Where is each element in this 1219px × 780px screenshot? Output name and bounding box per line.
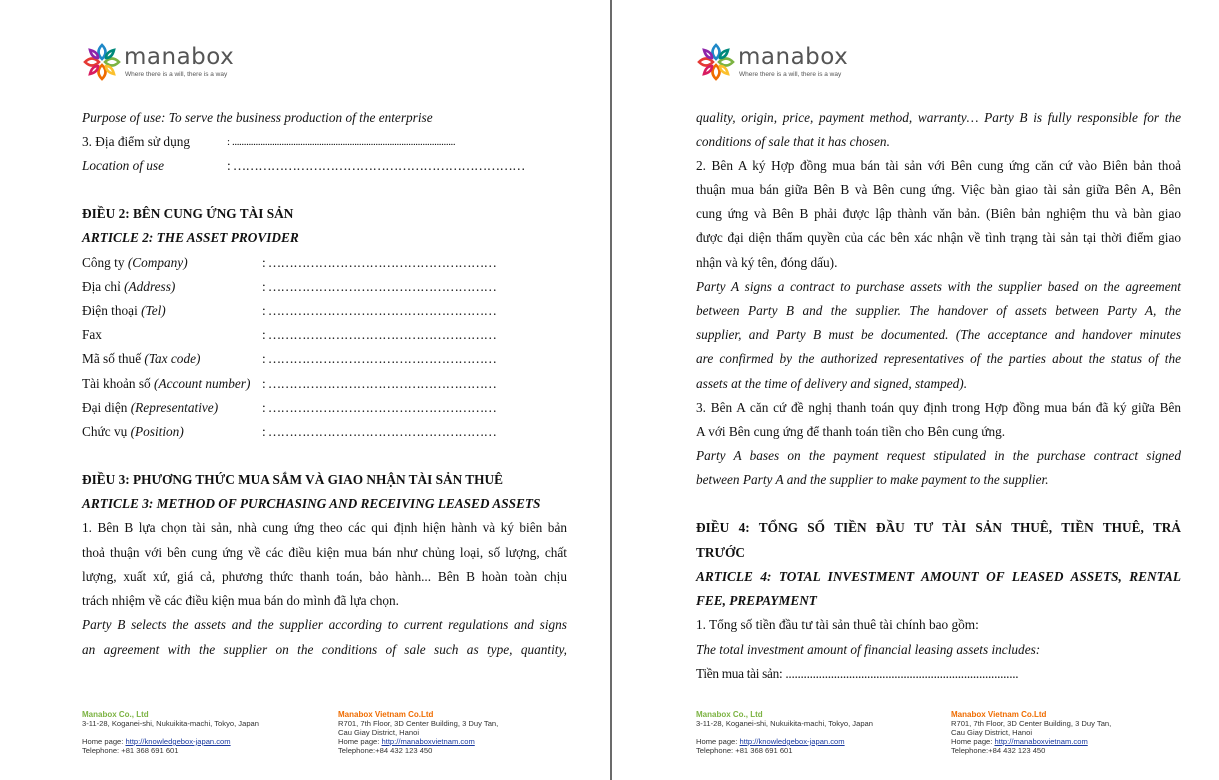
footer-japan <box>696 710 873 755</box>
article-4-heading-vn: TRƯỚC <box>696 545 745 560</box>
footer-vn-address-2: Cau Giay District, Hanoi <box>338 728 420 737</box>
article-3-para-3-line: 3. Bên A căn cứ đề nghị thanh toán quy định trong Hợp đồng mua bán đã ký giữa Bên <box>696 400 1181 415</box>
field-tel-label: Điện thoại (Tel) <box>82 303 166 318</box>
article-2-heading-en: ARTICLE 2: THE ASSET PROVIDER <box>82 230 299 245</box>
article-4-heading-vn: ĐIỀU 4: TỔNG SỐ TIỀN ĐẦU TƯ TÀI SẢN THUÊ, TIỀN THUÊ, TRẢ <box>696 520 1181 535</box>
article-3-para-3-en-line: Party A bases on the payment request stipulated in the purchase contract signed <box>696 448 1181 463</box>
logo-tagline: Where there is a will, there is a way <box>125 71 228 78</box>
article-4-heading-en: ARTICLE 4: TOTAL INVESTMENT AMOUNT OF LEASED ASSETS, RENTAL <box>696 569 1181 584</box>
article-3-para-2-line: cung ứng và Bên B phải được lập thành văn bản. (Biên bản nghiệm thu và bàn giao <box>696 206 1181 221</box>
field-address-value: : ……………………………………………… <box>262 279 497 294</box>
logo-tagline: Where there is a will, there is a way <box>739 71 842 78</box>
article-3-para-2-en-line: between Party B and the supplier. The handover of assets between Party A, the <box>696 303 1181 318</box>
footer-vn-home-link[interactable]: http://manaboxvietnam.com <box>994 737 1088 746</box>
footer-vn-homepage: Home page: http://manaboxvietnam.com <box>338 737 475 746</box>
field-fax-value: : ……………………………………………… <box>262 327 497 342</box>
field-tax-code-label: Mã số thuế (Tax code) <box>82 351 201 366</box>
field-tax-code-value: : ……………………………………………… <box>262 351 497 366</box>
field-representative-label: Đại diện (Representative) <box>82 400 219 415</box>
field-address-label: Địa chỉ (Address) <box>82 279 176 294</box>
article-3-para-2-line: nhận và ký tên, đóng dấu). <box>696 255 838 270</box>
use-place-value: : ............................................................................................... <box>227 136 456 148</box>
article-2-heading-vn: ĐIỀU 2: BÊN CUNG ỨNG TÀI SẢN <box>82 206 294 221</box>
footer-jp-address: 3-11-28, Koganei-shi, Nukuikita-machi, Tokyo, Japan <box>82 719 259 728</box>
article-3-para-1-line: trách nhiệm về các điều kiện mua bán do mình đã lựa chọn. <box>82 593 399 608</box>
footer-japan <box>82 710 259 755</box>
article-3-para-2-line: được đại diện thẩm quyền của các bên xác nhận về tình trạng tài sản tại thời điểm giao <box>696 230 1181 245</box>
field-account-value: : ……………………………………………… <box>262 376 497 391</box>
footer-vn-company: Manabox Vietnam Co.Ltd <box>951 710 1047 719</box>
field-fax-label: Fax <box>82 327 102 342</box>
footer-vn-address-1: R701, 7th Floor, 3D Center Building, 3 Duy Tan, <box>338 719 499 728</box>
field-position-value: : ……………………………………………… <box>262 424 497 439</box>
field-company-label: Công ty (Company) <box>82 255 188 270</box>
article-3-para-1-line: thoả thuận với bên cung ứng về các điều kiện mua bán như chủng loại, số lượng, chất <box>82 545 567 560</box>
footer-jp-telephone: Telephone: +81 368 691 601 <box>82 746 179 755</box>
footer-vn-homepage: Home page: http://manaboxvietnam.com <box>951 737 1088 746</box>
document-page-right <box>612 0 1219 780</box>
article-3-para-2-en-line: assets at the time of delivery and signed, stamped). <box>696 376 968 391</box>
field-account-label: Tài khoản số (Account number) <box>82 376 251 391</box>
footer-vietnam <box>338 710 498 755</box>
footer-jp-telephone: Telephone: +81 368 691 601 <box>696 746 793 755</box>
article-4-heading-en: FEE, PREPAYMENT <box>696 593 817 608</box>
footer-vn-telephone: Telephone:+84 432 123 450 <box>951 746 1046 755</box>
article-3-para-1-line: 1. Bên B lựa chọn tài sản, nhà cung ứng theo các qui định hiện hành và ký biên bản <box>82 520 567 535</box>
footer-jp-home-link[interactable]: http://knowledgebox-japan.com <box>125 737 231 746</box>
manabox-flower-icon <box>696 42 736 82</box>
article-3-para-3-line: A với Bên cung ứng để thanh toán tiền cho Bên cung ứng. <box>696 424 1006 439</box>
article-3-para-2-en-line: Party A signs a contract to purchase assets with the supplier based on the agreement <box>696 279 1181 294</box>
article-3-para-2-en-line: are confirmed by the authorized representatives of the parties about the status of the <box>696 351 1181 366</box>
article-3-para-3-en-line: between Party A and the supplier to make payment to the supplier. <box>696 472 1049 487</box>
footer-jp-homepage: Home page: http://knowledgebox-japan.com <box>696 737 845 746</box>
article-4-item-1-vn: 1. Tổng số tiền đầu tư tài sản thuê tài chính bao gồm: <box>696 617 979 632</box>
footer-jp-home-link[interactable]: http://knowledgebox-japan.com <box>739 737 845 746</box>
footer-vn-telephone: Telephone:+84 432 123 450 <box>338 746 433 755</box>
field-company-value: : ……………………………………………… <box>262 255 497 270</box>
field-tel-value: : ……………………………………………… <box>262 303 497 318</box>
footer-jp-company: Manabox Co., Ltd <box>82 710 149 719</box>
purpose-of-use-line: Purpose of use: To serve the business production of the enterprise <box>82 110 433 125</box>
article-3-para-2-line: thuận mua bán giữa Bên B và Bên cung ứng. Việc bàn giao tài sản giữa Bên A, Bên <box>696 182 1181 197</box>
logo-name: manabox <box>738 44 849 70</box>
article-3-heading-vn: ĐIỀU 3: PHƯƠNG THỨC MUA SẮM VÀ GIAO NHẬN TÀI SẢN THUÊ <box>82 472 503 487</box>
article-3-para-2-line: 2. Bên A ký Hợp đồng mua bán tài sản với Bên cung ứng căn cứ vào Biên bản thoả <box>696 158 1181 173</box>
logo-name: manabox <box>124 44 235 70</box>
footer-vn-address-1: R701, 7th Floor, 3D Center Building, 3 Duy Tan, <box>951 719 1112 728</box>
footer-jp-address: 3-11-28, Koganei-shi, Nukuikita-machi, Tokyo, Japan <box>696 719 873 728</box>
footer-jp-homepage: Home page: http://knowledgebox-japan.com <box>82 737 231 746</box>
footer-vn-company: Manabox Vietnam Co.Ltd <box>338 710 434 719</box>
article-3-para-1-en-line: quality, origin, price, payment method, warranty… Party B is fully responsible for the <box>696 110 1181 125</box>
article-3-para-2-en-line: supplier, and Party B must be documented. (The acceptance and handover minutes <box>696 327 1181 342</box>
location-of-use-label: Location of use <box>82 158 164 173</box>
footer-vn-address-2: Cau Giay District, Hanoi <box>951 728 1033 737</box>
use-place-label: 3. Địa điểm sử dụng <box>82 134 191 149</box>
footer-vn-home-link[interactable]: http://manaboxvietnam.com <box>381 737 475 746</box>
article-3-para-1-en-line: an agreement with the supplier on the conditions of sale such as type, quantity, <box>82 642 567 657</box>
article-3-heading-en: ARTICLE 3: METHOD OF PURCHASING AND RECEIVING LEASED ASSETS <box>82 496 541 511</box>
footer-vietnam <box>951 710 1111 755</box>
purchase-price-line: Tiền mua tài sản: ............................................................................. <box>696 666 1019 681</box>
article-3-para-1-en-line: Party B selects the assets and the supplier according to current regulations and signs <box>82 617 567 632</box>
article-3-para-1-line: lượng, xuất xứ, giá cả, phương thức thanh toán, bảo hành... Bên B hoàn toàn chịu <box>82 569 567 584</box>
manabox-flower-icon <box>82 42 122 82</box>
location-of-use-value: : …………………………………………………………… <box>227 158 525 173</box>
field-position-label: Chức vụ (Position) <box>82 424 184 439</box>
footer-jp-company: Manabox Co., Ltd <box>696 710 763 719</box>
article-4-item-1-en: The total investment amount of financial leasing assets includes: <box>696 642 1041 657</box>
article-3-para-1-en-line: conditions of sale that it has chosen. <box>696 134 890 149</box>
field-representative-value: : ……………………………………………… <box>262 400 497 415</box>
